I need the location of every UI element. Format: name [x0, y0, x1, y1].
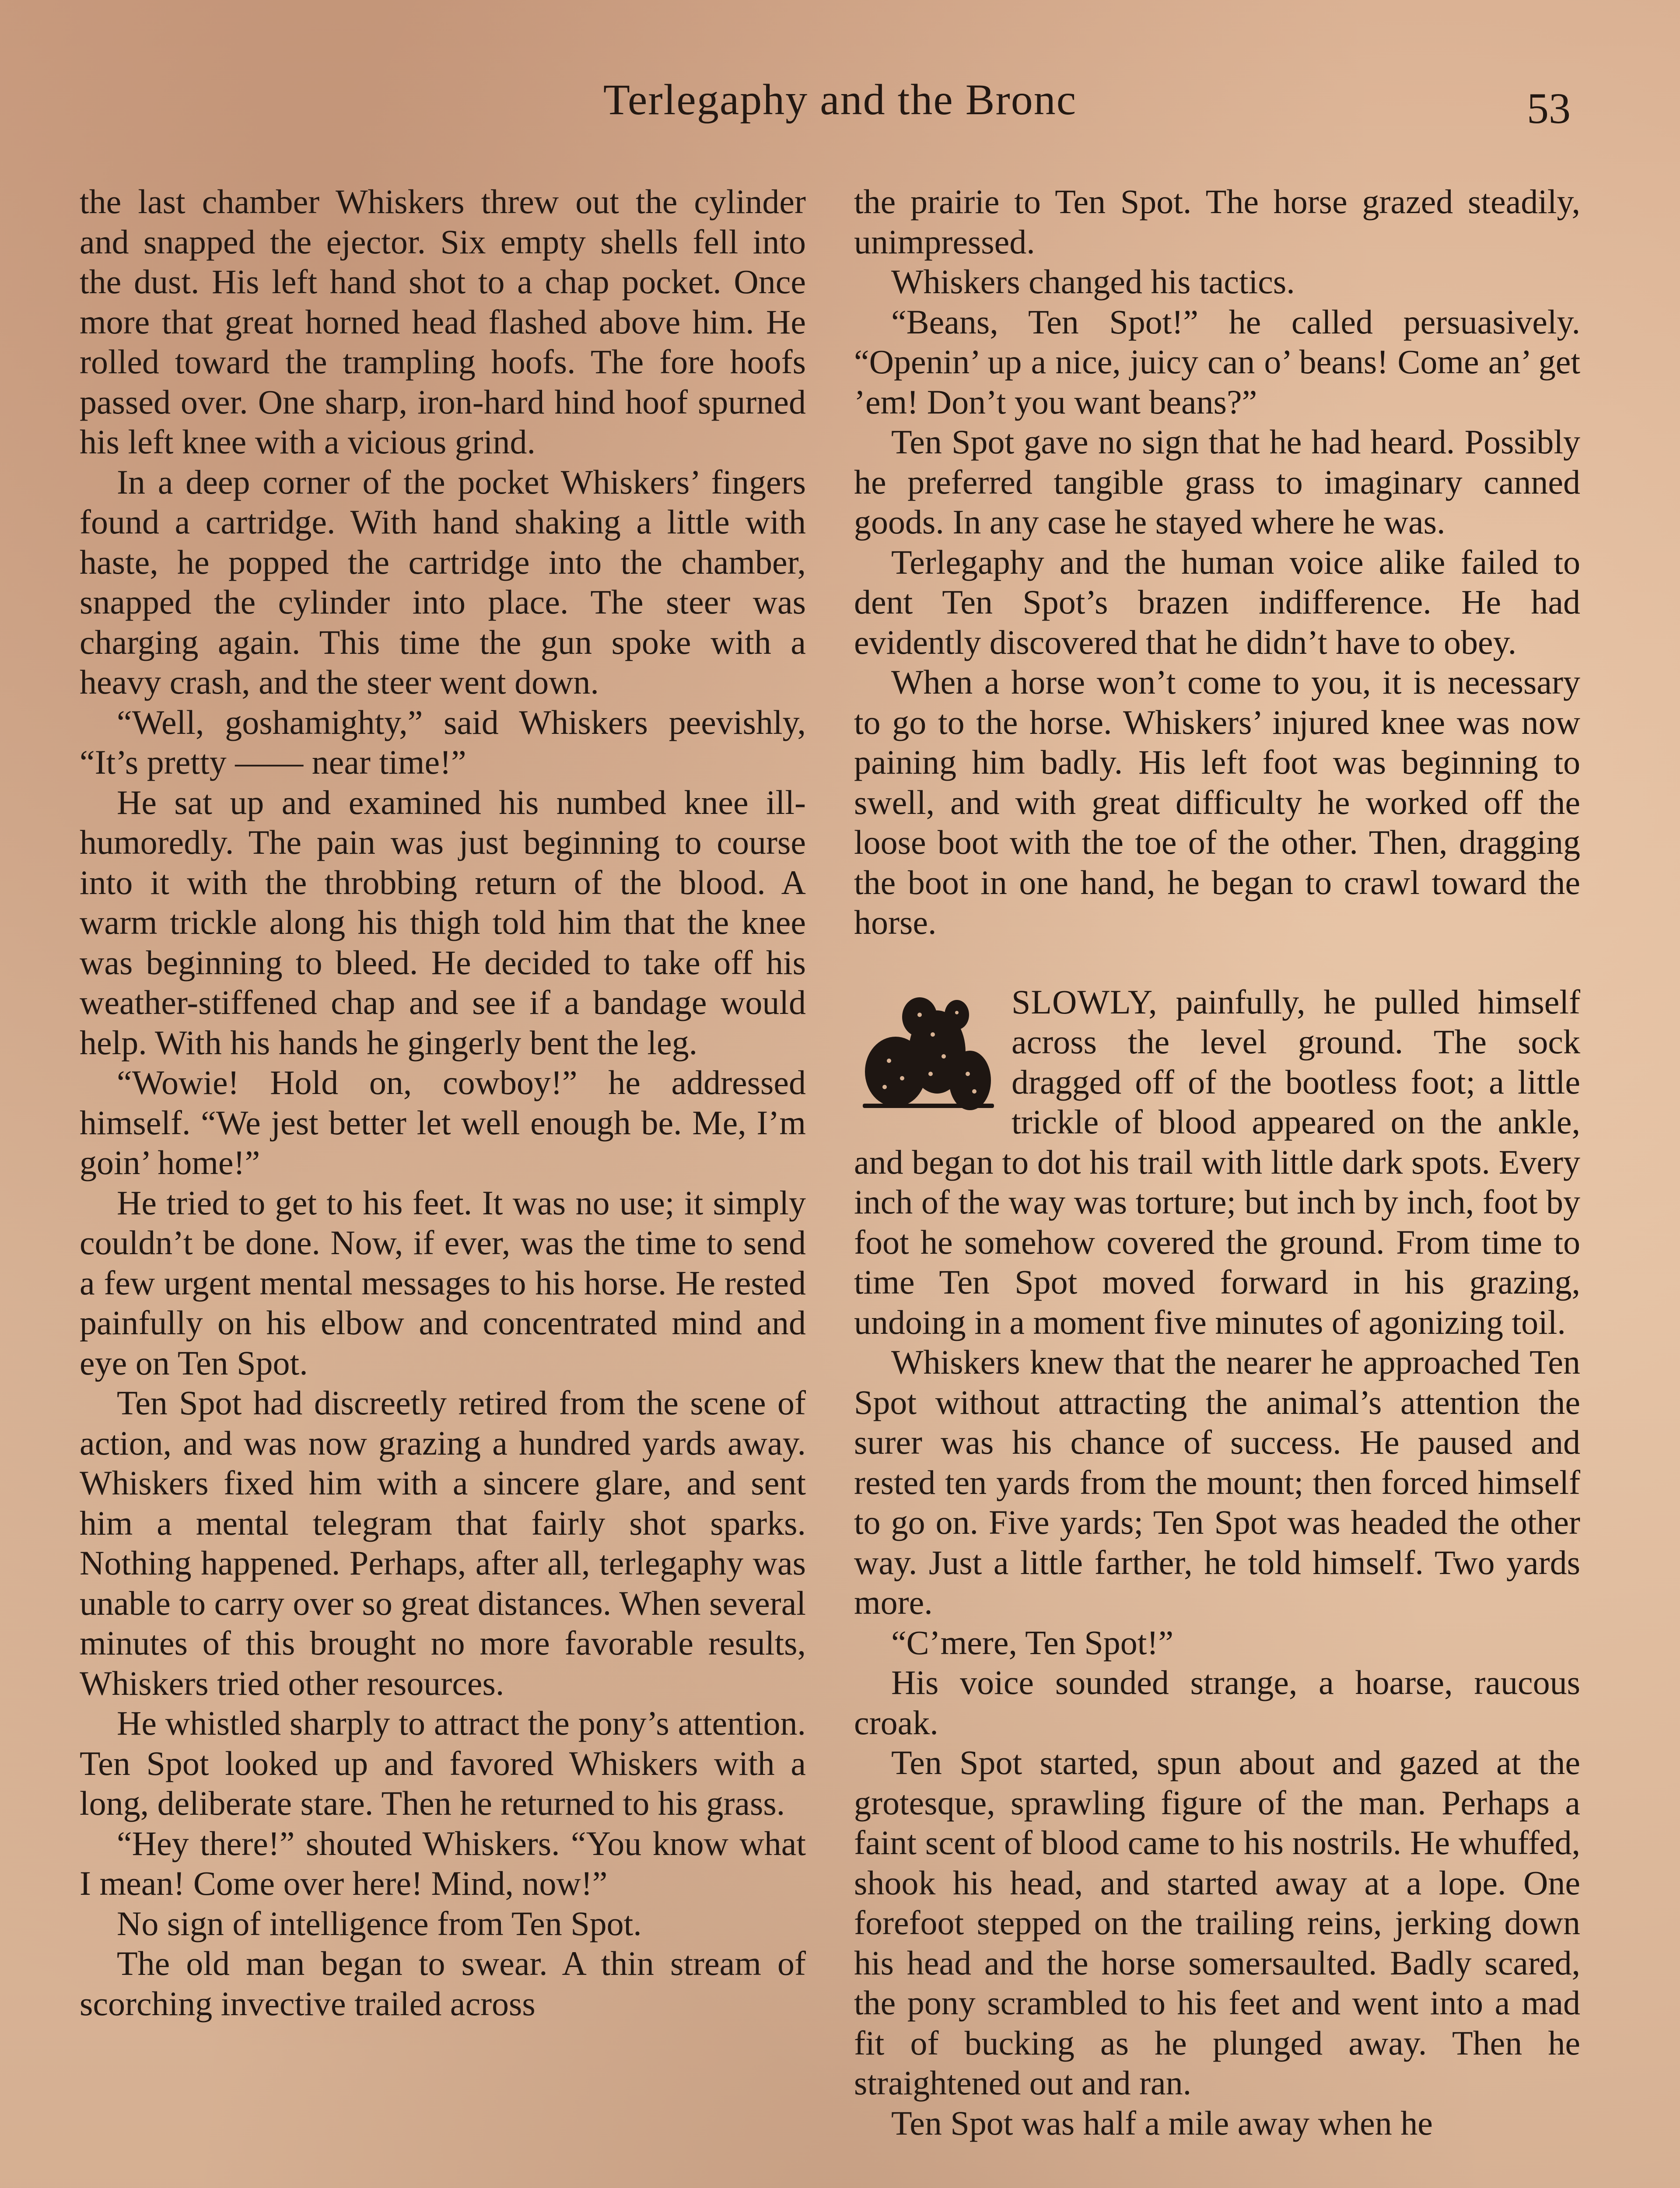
paragraph: No sign of intelligence from Ten Spot. — [117, 1904, 642, 1943]
paragraph: His voice sounded strange, a hoarse, raucous croak. — [854, 1663, 1580, 1742]
paragraph: In a deep corner of the pocket Whiskers’ fingers found a cartridge. With hand shaking a little with haste, he popped the cartridge into the chamber, snapped the cylinder into place. The steer was charging again. This time the gun spoke with a heavy crash, and the steer went down. — [80, 463, 806, 701]
paragraph: the last chamber Whiskers threw out the cylinder and snapped the ejector. Six empty shells fell into the dust. His left hand shot to a chap pocket. Once more that great horned head flashed above him. He rolled toward the trampling hoofs. The fore hoofs passed over. One sharp, iron-hard hind hoof spurned his left knee with a vicious grind. — [80, 182, 806, 461]
paragraph: Ten Spot was half a mile away when he — [891, 2104, 1433, 2142]
page-header — [83, 74, 1597, 140]
cactus-ornament-icon — [854, 986, 998, 1118]
paragraph: He whistled sharply to attract the pony’s attention. Ten Spot looked up and favored Whiskers with a long, deliberate stare. Then he returned to his grass. — [80, 1704, 806, 1822]
paragraph: Ten Spot started, spun about and gazed at the grotesque, sprawling figure of the man. Perhaps a faint scent of blood came to his nostrils. He whuffed, shook his head, and started away at a lope. One forefoot stepped on the trailing reins, jerking down his head and the horse somersaulted. Badly scared, the pony scrambled to his feet and went into a mad fit of bucking as he plunged away. Then he straightened out and ran. — [854, 1743, 1580, 2102]
paragraph: He tried to get to his feet. It was no use; it simply couldn’t be done. Now, if ever, was the time to send a few urgent mental messages to his horse. He rested painfully on his elbow and concentrated mind and eye on Ten Spot. — [80, 1183, 806, 1382]
paragraph: He sat up and examined his numbed knee ill-humoredly. The pain was just beginning to course into it with the throbbing return of the blood. A warm trickle along his thigh told him that the knee was beginning to bleed. He decided to take off his weather-stiffened chap and see if a bandage would help. With his hands he gingerly bent the leg. — [80, 783, 806, 1062]
paragraph: the prairie to Ten Spot. The horse grazed steadily, unimpressed. — [854, 182, 1580, 261]
section-text: painfully, he pulled himself across the level ground. The sock dragged off of the bootless foot; a little trickle of blood appeared on the ankle, and began to dot his trail with little dark spots. Every inch of the way was torture; but inch by inch, foot by foot he somehow covered the ground. From time to time Ten Spot moved forward in his grazing, undoing in a moment five minutes of agonizing toil. — [854, 982, 1580, 1341]
paragraph: “Well, goshamighty,” said Whiskers peevishly, “It’s pretty —— near time!” — [80, 703, 806, 781]
paragraph: When a horse won’t come to you, it is necessary to go to the horse. Whiskers’ injured knee was now paining him badly. His left foot was beginning to swell, and with great difficulty he worked off the loose boot with the toe of the other. Then, dragging the boot in one hand, he began to crawl toward the horse. — [854, 663, 1580, 941]
paragraph: Whiskers knew that the nearer he approached Ten Spot without attracting the animal’s attention the surer was his chance of success. He paused and rested ten yards from the mount; then forced himself to go on. Five yards; Ten Spot was headed the other way. Just a little farther, he told himself. Two yards more. — [854, 1343, 1580, 1621]
paragraph: Ten Spot had discreetly retired from the scene of action, and was now grazing a hundred yards away. Whiskers fixed him with a sincere glare, and sent him a mental telegram that fairly shot sparks. Nothing happened. Perhaps, after all, terlegaphy was unable to carry over so great distances. When several minutes of this brought no more favorable results, Whiskers tried other resources. — [80, 1384, 806, 1702]
running-title: Terlegaphy and the Bronc — [603, 75, 1077, 124]
paragraph: The old man began to swear. A thin stream of scorching invective trailed across — [80, 1944, 806, 2023]
section-break-paragraph — [854, 982, 1580, 1343]
paragraph: Whiskers changed his tactics. — [891, 263, 1295, 301]
paragraph: Terlegaphy and the human voice alike failed to dent Ten Spot’s brazen indifference. He had evidently discovered that he didn’t have to obey. — [854, 543, 1580, 661]
section-lead-word: SLOWLY, — [1012, 982, 1158, 1021]
paragraph: Ten Spot gave no sign that he had heard. Possibly he preferred tangible grass to imaginary canned goods. In any case he stayed where he was. — [854, 423, 1580, 541]
right-column — [854, 182, 1580, 2143]
paragraph: “Wowie! Hold on, cowboy!” he addressed himself. “We jest better let well enough be. Me, I’m goin’ home!” — [80, 1063, 806, 1182]
paragraph: “Hey there!” shouted Whiskers. “You know what I mean! Come over here! Mind, now!” — [80, 1824, 806, 1902]
page-number: 53 — [1527, 84, 1571, 133]
paragraph: “Beans, Ten Spot!” he called persuasively. “Openin’ up a nice, juicy can o’ beans! Come an’ get ’em! Don’t you want beans?” — [854, 302, 1580, 421]
paragraph: “C’mere, Ten Spot!” — [891, 1623, 1174, 1662]
left-column — [80, 182, 806, 2023]
